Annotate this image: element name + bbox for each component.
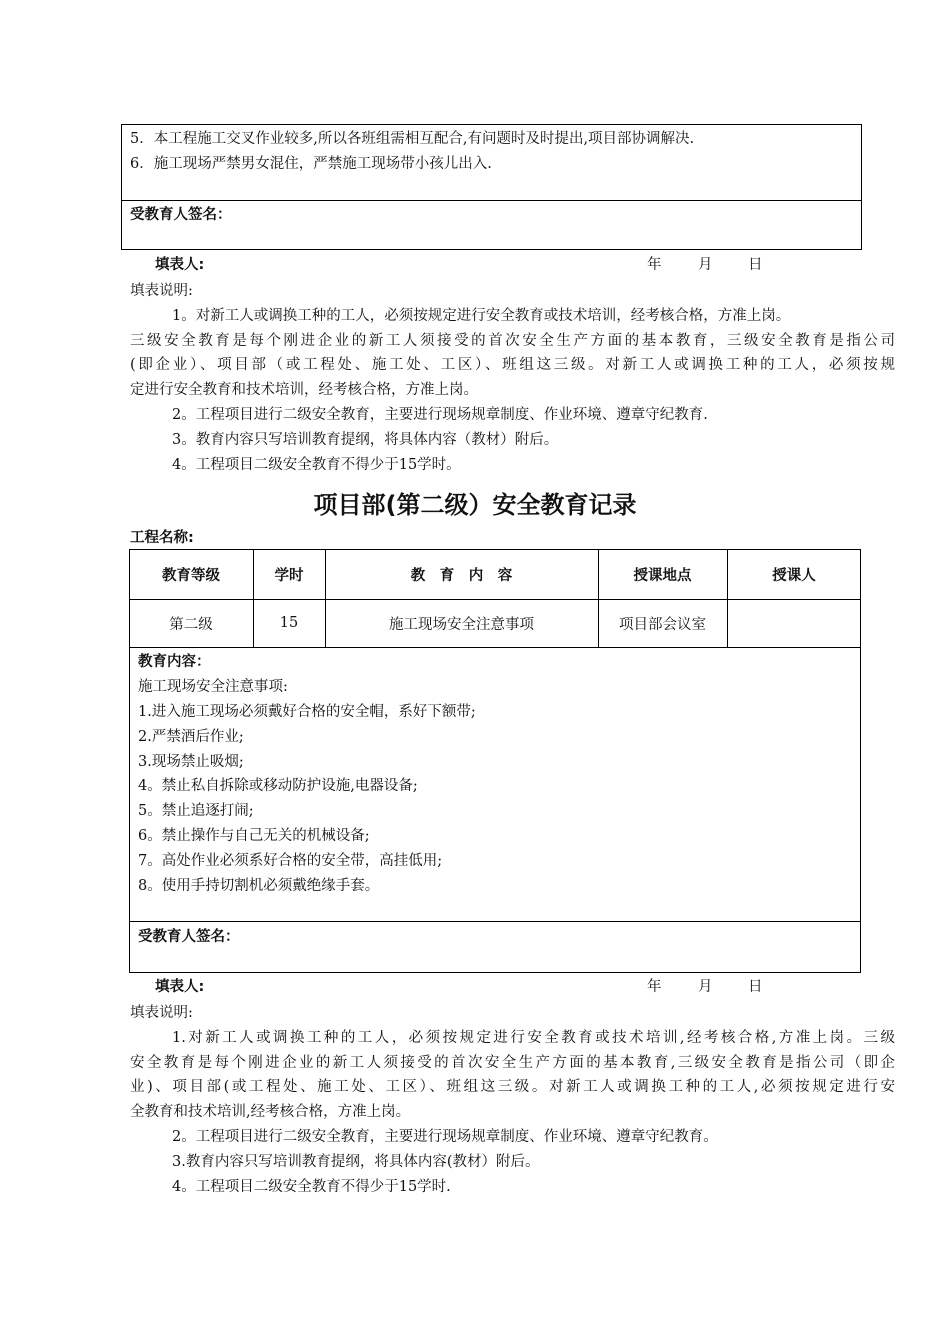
top-box-divider [121, 200, 862, 201]
content-line: 7。高处作业必须系好合格的安全带，高挂低用; [138, 853, 443, 869]
date-day: 日 [748, 257, 763, 273]
note-line: 4。工程项目二级安全教育不得少于15学时。 [172, 457, 461, 473]
cell-hours: 15 [279, 615, 299, 631]
rule-item: 5．本工程施工交叉作业较多,所以各班组需相互配合,有问题时及时提出,项目部协调解决. [130, 131, 695, 147]
cell-instructor [727, 599, 861, 647]
cell-level: 第二级 [169, 616, 213, 633]
content-line: 5。禁止追逐打闹; [138, 803, 254, 819]
date-month: 月 [698, 257, 713, 273]
note-line: 三级安全教育是每个刚进企业的新工人须接受的首次安全生产方面的基本教育，三级安全教育是指公司 [130, 333, 895, 349]
content-line: 6。禁止操作与自己无关的机械设备; [138, 828, 370, 844]
filler-label: 填表人: [155, 979, 205, 995]
note-line: 定进行安全教育和技术培训，经考核合格，方准上岗。 [130, 382, 478, 398]
date-day: 日 [748, 979, 763, 995]
signature-label: 受教育人签名： [138, 929, 240, 945]
content-line: 8。使用手持切割机必须戴绝缘手套。 [138, 878, 380, 894]
note-line: 安全教育是每个刚进企业的新工人须接受的首次安全生产方面的基本教育,三级安全教育是指公司（即企 [130, 1055, 895, 1071]
content-line: 1.进入施工现场必须戴好合格的安全帽，系好下额带; [138, 704, 476, 720]
table-row-divider [129, 647, 861, 648]
date-month: 月 [698, 979, 713, 995]
notes-title: 填表说明: [130, 283, 193, 299]
note-line: 1.对新工人或调换工种的工人，必须按规定进行安全教育或技术培训,经考核合格,方准上岗。三级 [172, 1030, 895, 1046]
content-line: 3.现场禁止吸烟; [138, 754, 244, 770]
signature-label: 受教育人签名： [130, 207, 232, 223]
filler-label: 填表人: [155, 257, 205, 273]
note-line: 全教育和技术培训,经考核合格，方准上岗。 [130, 1104, 411, 1120]
header-hours: 学时 [274, 567, 304, 584]
rule-item: 6．施工现场严禁男女混住，严禁施工现场带小孩儿出入. [130, 156, 492, 172]
note-line: 业)、项目部(或工程处、施工处、工区）、班组这三级。对新工人或调换工种的工人,必须按规定进行安 [130, 1079, 895, 1095]
content-line: 2.严禁酒后作业; [138, 729, 244, 745]
content-label: 教育内容： [138, 654, 211, 670]
notes-title: 填表说明: [130, 1005, 193, 1021]
note-line: 3.教育内容只写培训教育提纲，将具体内容(教材）附后。 [172, 1154, 540, 1170]
note-line: 1。对新工人或调换工种的工人，必须按规定进行安全教育或技术培训，经考核合格，方准上岗。 [172, 308, 791, 324]
date-year: 年 [647, 979, 662, 995]
content-line: 施工现场安全注意事项: [138, 679, 288, 695]
page-title: 项目部(第二级）安全教育记录 [313, 491, 637, 519]
header-instructor: 授课人 [772, 567, 816, 584]
header-level: 教育等级 [162, 567, 220, 584]
note-line: 2。工程项目进行二级安全教育，主要进行现场规章制度、作业环境、遵章守纪教育. [172, 407, 708, 423]
cell-location: 项目部会议室 [619, 616, 706, 633]
date-year: 年 [647, 257, 662, 273]
cell-content: 施工现场安全注意事项 [389, 616, 534, 633]
project-name-label: 工程名称: [130, 530, 194, 546]
table-content-divider [129, 921, 861, 922]
note-line: 4。工程项目二级安全教育不得少于15学时. [172, 1179, 451, 1195]
header-content: 教 育 内 容 [410, 567, 513, 584]
content-line: 4。禁止私自拆除或移动防护设施,电器设备; [138, 778, 418, 794]
note-line: 3。教育内容只写培训教育提纲，将具体内容（教材）附后。 [172, 432, 559, 448]
note-line: 2。工程项目进行二级安全教育，主要进行现场规章制度、作业环境、遵章守纪教育。 [172, 1129, 718, 1145]
header-location: 授课地点 [633, 567, 692, 584]
note-line: (即企业）、项目部（或工程处、施工处、工区）、班组这三级。对新工人或调换工种的工人，必须按规 [130, 357, 895, 373]
